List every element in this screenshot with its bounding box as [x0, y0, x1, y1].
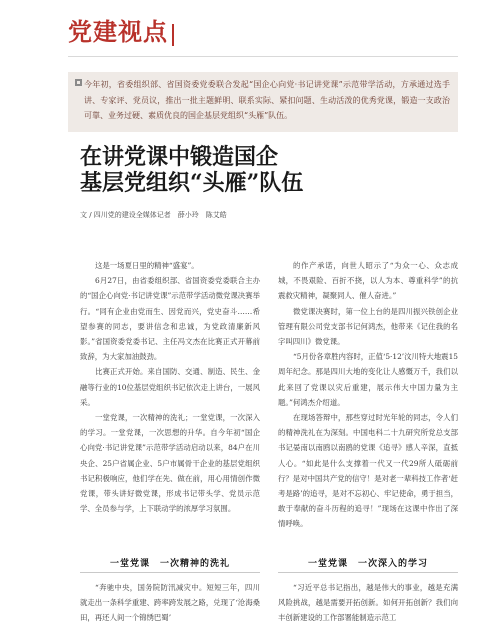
subhead-left: 一堂党课 一次精神的洗礼 [109, 559, 230, 569]
paragraph: “奔驰中央，国务院防汛减灾中。短短三年，四川就走出一条科学重建、跨率跨发展之路，兑现了‘沧海桑田，再还人间一个锦绣巴蜀’ [80, 583, 260, 623]
paragraph: 在现场答辩中，那些穿过时光年轮的同志，令人们的精神洗礼在为深刻。中国电科二十九研究所党总支部书记晏南以南鸥以南鸥的党课《追寻》感人辛深，直抵人心。“如此是什么支撑着一代又一代29所人砥砺前行？是对中国共产党的信守！是对老一辈科技工作者‘赶考是路’的追寻，是对不忘初心、牢记使命，勇于担当，敢于奉献的奋斗历程的追寻！”现场在这课中作出了深情呼唤。 [278, 413, 458, 529]
paragraph: 6月27日，由省委组织部、省国资委党委联合主办的“国企心向党·书记讲党课”示范带学活动微党课决赛举行。“同有企业由党而生、因党而兴，党史奋斗……希望参赛的同志，要讲信念和忠诚，为党政清廉新风影。”省国资委党委书记、主任冯文杰在比赛正式开幕前致辞，为大家加油鼓劲。 [80, 276, 260, 362]
summary-text: 今年初，省委组织部、省国资委党委联合发起“国企心向党·书记讲党课”示范带学活动，方承通过选手讲、专家评、党员议，推出一批主题鲜明、联系实际、紧扣问题、生动活泼的优秀党课，锻造一支政治可靠、业务过硬、素质优良的国企基层党组织“头雁”队伍。 [84, 80, 450, 120]
paragraph: 微党课决赛时，第一位上台的是四川振兴铁创企业管理有限公司党支部书记何鸿杰，他带来《记住我的名字叫四川》微党课。 [278, 306, 458, 347]
section-title-bar [172, 24, 174, 46]
paragraph: 比赛正式开始。来自国防、交通、制造、民生、金融等行业的10位基层党组织书记依次走上讲台，一展风采。 [80, 367, 260, 407]
left-column [80, 258, 260, 516]
headline-line-1: 在讲党课中锻造国企 [80, 144, 279, 170]
quote-square-icon [74, 78, 84, 88]
paragraph: “习近平总书记指出，越是伟大的事业，越是充满风险挑战，越是需要开拓创新。如何开拓创新？我们向丰创新建设的工作部署能制造示范工 [278, 583, 458, 623]
bottom-right-column [278, 580, 458, 626]
article-headline [80, 144, 420, 196]
paragraph: 这是一场夏日里的精神“盛宴”。 [95, 261, 199, 270]
headline-line-2: 基层党组织“头雁”队伍 [80, 170, 304, 196]
subhead-right: 一堂党课 一次深入的学习 [307, 559, 428, 569]
right-column [278, 258, 458, 532]
section-header [0, 0, 496, 64]
paragraph: 的作产承诺，向世人昭示了“为众一心、众志成城，不畏艰险、百折不挠，以人为本、尊重科学”的抗震救灾精神，凝聚同人、催人奋进。” [278, 261, 458, 301]
article-byline: 文 / 四川党的建设全媒体记者 薛小玲 陈艾皓 [80, 211, 227, 219]
section-title: 党建视点 [68, 18, 168, 46]
subhead-left-divider [80, 572, 260, 573]
paragraph: “5月份各章胜内容时，正值‘5·12’汶川特大地震15周年纪念。那是四川大地的变化让人感慨万千，我们以此来回了党课以灾后重建，展示伟大中国力量为主题。”何鸿杰介绍道。 [278, 352, 458, 407]
subhead-right-divider [278, 572, 458, 573]
paragraph: 一堂党课，一次精神的洗礼；一堂党课，一次深入的学习。一堂党课，一次思想的升华。自今年初“国企心向党·书记讲党课”示范带学活动启动以来，84户在川央企、25户省属企业、5户市属骨干企业的基层党组织书记积极响应，他们学在先、做在前，用心用情创作微党课，带头讲好微党课，形成书记带头学、党员示范学、全员参与学，上下联动学的浓厚学习氛围。 [80, 413, 260, 514]
bottom-left-column [80, 580, 260, 626]
section-divider [68, 56, 458, 57]
